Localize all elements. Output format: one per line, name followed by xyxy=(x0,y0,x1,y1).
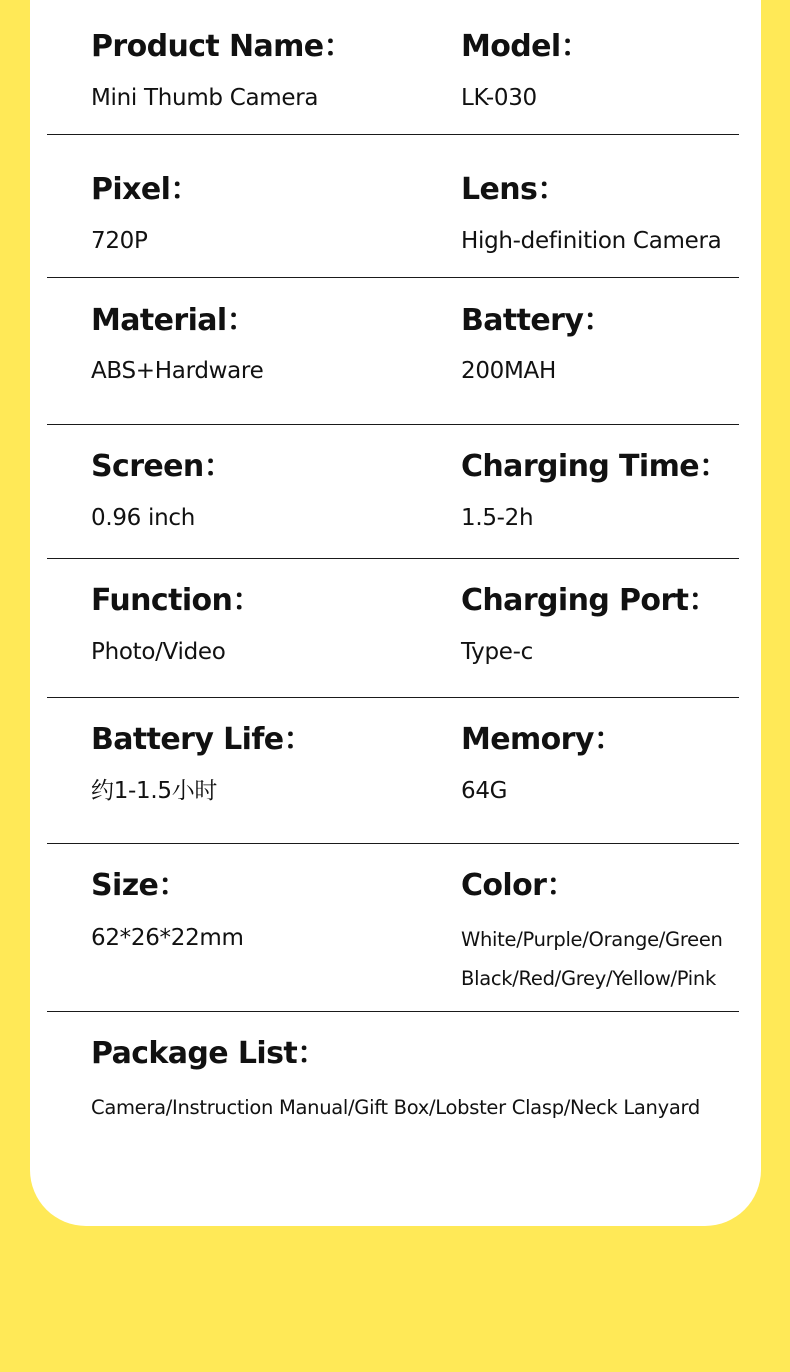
spec-row-function-charging-port xyxy=(47,559,739,698)
spec-row-size-color xyxy=(47,844,739,1012)
spec-label: Memory： xyxy=(461,722,624,757)
spec-value: Photo/Video xyxy=(91,639,226,665)
spec-label: Lens： xyxy=(461,172,567,207)
spec-row-screen-charging-time xyxy=(47,425,739,559)
spec-value: 62*26*22mm xyxy=(91,925,244,951)
spec-row-pixel-lens xyxy=(47,135,739,278)
spec-value: 720P xyxy=(91,228,148,254)
spec-label: Material： xyxy=(91,303,256,338)
spec-value: Mini Thumb Camera xyxy=(91,85,319,111)
spec-row-material-battery xyxy=(47,278,739,425)
spec-label: Charging Time： xyxy=(461,449,729,484)
spec-label: Pixel： xyxy=(91,172,200,207)
spec-label: Model： xyxy=(461,29,590,64)
spec-label: Function： xyxy=(91,583,262,618)
spec-value: LK-030 xyxy=(461,85,537,111)
spec-value: ABS+Hardware xyxy=(91,358,264,384)
spec-label: Battery Life： xyxy=(91,722,313,757)
spec-row-product-model xyxy=(47,0,739,135)
spec-value: Camera/Instruction Manual/Gift Box/Lobster Clasp/Neck Lanyard xyxy=(91,1096,700,1119)
spec-value: 0.96 inch xyxy=(91,505,196,531)
spec-label: Package List： xyxy=(91,1036,327,1071)
spec-label: Size： xyxy=(91,868,188,903)
spec-card xyxy=(30,0,761,1226)
spec-label: Charging Port： xyxy=(461,583,718,618)
spec-value: High-definition Camera xyxy=(461,228,722,254)
spec-value: 64G xyxy=(461,778,508,804)
spec-label: Product Name： xyxy=(91,29,353,64)
spec-value: 约1-1.5小时 xyxy=(91,778,218,804)
spec-value-line1: White/Purple/Orange/Green xyxy=(461,928,723,951)
spec-value: 200MAH xyxy=(461,358,556,384)
spec-value-line2: Black/Red/Grey/Yellow/Pink xyxy=(461,967,716,990)
spec-label: Screen： xyxy=(91,449,234,484)
spec-label: Battery： xyxy=(461,303,613,338)
spec-value: Type-c xyxy=(461,639,533,665)
spec-row-battery-life-memory xyxy=(47,698,739,844)
spec-row-package-list xyxy=(47,1012,739,1162)
spec-label: Color： xyxy=(461,868,576,903)
spec-value: 1.5-2h xyxy=(461,505,534,531)
